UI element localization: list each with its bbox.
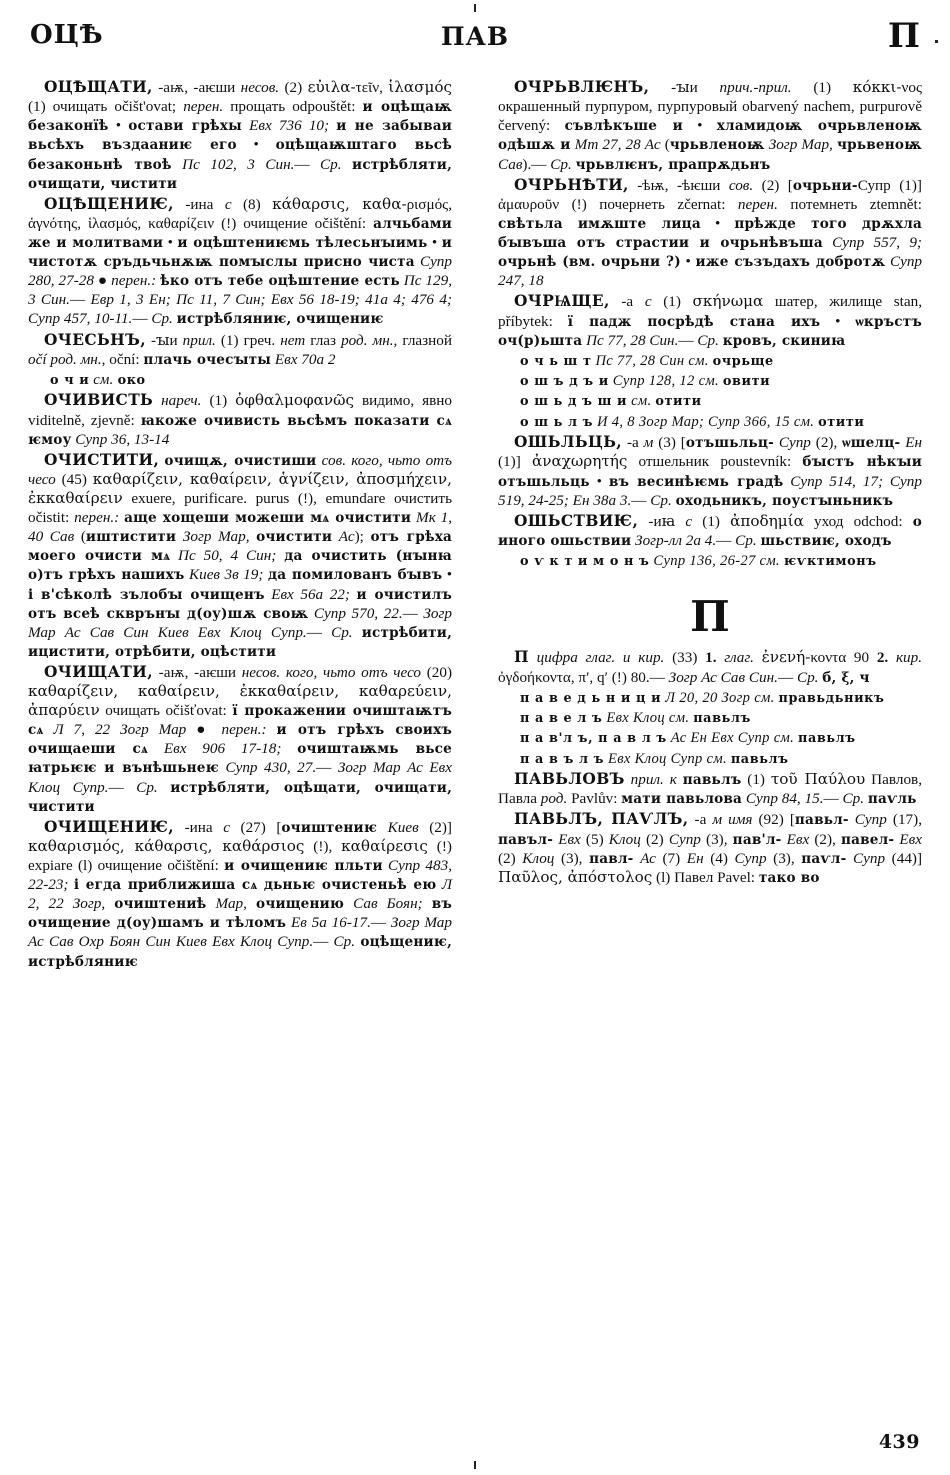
entry-headword: ОЧИВИСТЬ — [44, 391, 154, 410]
section-letter-heading: П — [690, 592, 730, 642]
cross-reference-entry — [498, 750, 922, 768]
running-head-center: ПАВ — [440, 22, 510, 51]
columns-container — [28, 78, 922, 1418]
cross-reference-entry — [498, 392, 922, 410]
entry-body: П цифра глаг. и кир. (33) 1. глаг. ἐνενή-κοντα 90 2. кир. ὀγδοήκοντα, π′, q′ (!) 80.— Зогр Ас Сав Син.— Ср. б, ξ, ч — [498, 648, 923, 686]
dictionary-entry — [498, 176, 922, 291]
running-head-left: ОЦѢ — [30, 20, 104, 50]
dictionary-entry — [498, 770, 922, 808]
cross-reference-entry — [498, 689, 922, 707]
entry-body: -а с (1) σκήνωμα шатер, жилище stan, příbytek: ї падж посрѣдѣ стана ихъ • ѡкръстъ оч(р)ьшта Пс 77, 28 Син.— Ср. кровъ, скиниꙗ — [498, 292, 922, 349]
right-column-entries — [498, 78, 922, 570]
dictionary-entry — [28, 391, 452, 448]
entry-body: п а в е л ъ Евх Клоц см. павьлъ — [520, 710, 751, 727]
entry-body: прил. к павьлъ (1) τοῦ Παύλου Павлов, Павла род. Pavlův: мати павьлова Супр 84, 15.— Ср. паѵль — [498, 770, 923, 808]
dictionary-entry — [498, 78, 922, 174]
entry-headword: ОЧИСТИТИ, — [44, 450, 160, 469]
dictionary-entry — [28, 818, 452, 971]
running-head — [30, 16, 920, 64]
entry-headword: ОЧИЩЕНИѤ, — [44, 817, 175, 836]
dictionary-entry — [28, 663, 452, 816]
entry-headword: ОЧРЬВЛѤНЪ, — [514, 78, 650, 96]
entry-body: о ш ь д ъ ш и см. отити — [520, 393, 702, 410]
entry-headword: ОЧЕСЬНЪ, — [44, 330, 146, 349]
entry-body: -а м имя (92) [павьл- Супр (17), павъл- Евх (5) Клоц (2) Супр (3), пав'л- Евх (2), павел- Евх (2) Клоц (3), павл- Ас (7) Ен (4) Супр (3), паѵл- Супр (44)] Παῦλος, ἀπόστολος (l) Павел Pavel: тако во — [498, 811, 923, 886]
crop-mark-top — [474, 4, 476, 12]
entry-body: -ꙑи прич.-прил. (1) κόκκι-νος окрашенный пурпуром, пурпуровый obarvený nachem, purpurově červený: съвлѣкъше и • хламидоѭ очрьвленоѭ одѣшѫ и Мт 27, 28 Ас (чрьвленоѭ Зогр Мар, чрьвеноѭ Сав).— Ср. чрьвлѥнъ, прапрѫдьнъ — [498, 78, 922, 173]
left-column — [28, 78, 452, 1418]
entry-headword: ОШЬЛЬЦЬ, — [514, 433, 623, 452]
dictionary-entry — [498, 292, 922, 349]
entry-body: -ꙑи прил. (1) греч. нет глаз род. мн., глазной očí род. мн., oční: плачь очесꙑты Евх 70а 2 — [28, 331, 452, 368]
entry-headword: ПАВЬЛОВЪ — [514, 770, 625, 789]
entry-body: -ина с (27) [очиштениѥ Киев (2)] καθαρισμός, κάθαρσις, καθάρσιος (!), καθαίρεσις (!) expiare (l) очищение očištění: и очищениѥ пльти Супр 483, 22-23; і егда приближиша сѧ дьньѥ очистеньѣ ею Л 2, 22 Зогр, очиштениѣ Мар, очищению Сав Боян; въ очищение д(оу)шамъ и тѣломъ Ев 5а 16-17.— Зогр Мар Ас Сав Охр Боян Син Киев Евх Клоц Супр.— Ср. оцѣщениѥ, истрѣбляниѥ — [28, 818, 453, 970]
cross-reference-entry — [498, 352, 922, 370]
running-head-right: П — [887, 16, 920, 56]
dictionary-entry — [28, 331, 452, 369]
entry-headword: ОЦѢЩЕНИѤ, — [44, 194, 174, 213]
dictionary-entry — [498, 810, 922, 887]
right-column-p-entries — [498, 648, 922, 887]
entry-body: о ш ъ д ъ и Супр 128, 12 см. овити — [520, 373, 771, 390]
entry-headword: ОШЬСТВИѤ, — [514, 511, 639, 530]
entry-headword: ОЧИЩАТИ, — [44, 662, 153, 681]
left-column-entries — [28, 78, 452, 971]
crop-mark-right — [935, 40, 938, 43]
dictionary-entry — [28, 78, 452, 193]
entry-body: -аѭ, -аѥши несов. кого, чьто отъ чесо (20) καθαρίζειν, καθαίρειν, ἐκκαθαίρειν, καθαρεύειν, ἀπαρύειν очищать očišťovat: ї прокажении очиштаѭтъ сѧ Л 7, 22 Зогр Мар ● перен.: и отъ грѣхъ своихъ очищаеши сѧ Евх 906 17-18; очиштаѭмь вьсе ꙗтрьѥѥ и вънѣшьнеѥ Супр 430, 27.— Зогр Мар Ас Евх Клоц Супр.— Ср. истрѣбляти, оцѣщати, очищати, чистити — [28, 663, 453, 815]
entry-body: -ѣѭ, -ѣѥши сов. (2) [очрьни-Супр (1)] ἀμαυροῦν (!) почернеть zčernat: перен. потемнеть ztemnět: свѣтьла имѫште лица • прѣжде того дрѫхла бꙑвъша отъ страстии и очрьнѣвъша Супр 557, 9; очрьнѣ (вм. очрьни ?) • иже съзъдахъ добротѫ Супр 247, 18 — [498, 176, 923, 290]
cross-reference-entry — [498, 709, 922, 727]
dictionary-entry — [498, 433, 922, 510]
page-number: 439 — [878, 1431, 920, 1453]
entry-headword: ОЧРѨЩЕ, — [514, 292, 610, 311]
entry-body: о ѵ к т и м о н ъ Супр 136, 26-27 см. ѥѵктимонъ — [520, 553, 877, 570]
cross-reference-entry — [498, 372, 922, 390]
dictionary-entry — [498, 648, 922, 686]
right-column — [498, 78, 922, 1418]
cross-reference-entry — [28, 371, 452, 389]
entry-headword: ПАВЬЛЪ, ПАѴЛЪ, — [514, 810, 689, 829]
cross-reference-entry — [498, 729, 922, 747]
entry-body: очищѫ, очистиши сов. кого, чьто отъ чесо (45) καθαρίζειν, καθαίρειν, ἁγνίζειν, ἀποσμήχειν, ἐκκαθαίρειν exuere, purificare. purus (!), emundare очистить očistit: перен.: аще хощеши можеши мѧ очистити Мк 1, 40 Сав (иштистити Зогр Мар, очистити Ас); отъ грѣха моего очисти мѧ Пс 50, 4 Син; да очистить (нꙑнꙗ о)тъ грѣхъ нашихъ Киев 3в 19; да помилованъ бꙑвъ • і в'сѣколѣ зълобꙑ очищенъ Евх 56а 22; и очистилъ отъ всеѣ скврънꙑ д(оу)шѫ своѭ Супр 570, 22.— Зогр Мар Ас Сав Син Киев Евх Клоц Супр.— Ср. истрѣбити, ицистити, отрѣбити, оцѣстити — [28, 451, 453, 660]
entry-headword: ОЦѢЩАТИ, — [44, 78, 153, 96]
dictionary-entry — [28, 451, 452, 661]
entry-body: о ч и см. око — [50, 371, 146, 388]
entry-body: п а в ъ л ъ Евх Клоц Супр см. павьлъ — [520, 750, 789, 767]
entry-body: о ч ь ш т Пс 77, 28 Син см. очрьще — [520, 352, 774, 369]
entry-body: нареч. (1) ὀφθαλμοφανῶς видимо, явно viditelně, zjevně: ꙗкоже очивисть вьсѣмъ показати сѧ ѥмоу Супр 36, 13-14 — [28, 391, 452, 448]
entry-body: -аѭ, -аѥши несов. (2) εὐιλα-τεῖν, ἱλασμός (1) очищать očišt'ovat; перен. прощать odpouštět: и оцѣщаѭ безаконїѣ • остави грѣхы Евх 736 10; и не забываи вьсѣхъ въздааниѥ его • оцѣщаѭштаго вьсѣ безаконьнѣ твоѣ Пс 102, 3 Син.— Ср. истрѣбляти, очищати, чистити — [28, 78, 453, 192]
cross-reference-entry — [498, 552, 922, 570]
entry-headword: ОЧРЬНѢТИ, — [514, 175, 629, 194]
entry-body: -а м (3) [отъшьльц- Супр (2), ѡшелц- Ен (1)] ἀναχωρητής отшельник poustevník: бꙑстъ нѣкꙑи отъшьльць • въ весинѣѥмь градѣ Супр 514, 17; Супр 519, 24-25; Ен 38а 3.— Ср. оходьникъ, поустꙑньникъ — [498, 434, 922, 509]
dictionary-entry — [28, 195, 452, 329]
entry-body: -иꙗ с (1) ἀποδημία уход odchod: о иного ошьствии Зогр-лл 2а 4.— Ср. шьствиѥ, оходъ — [498, 511, 923, 549]
dictionary-entry — [498, 512, 922, 550]
cross-reference-entry — [498, 413, 922, 431]
entry-body: п а в е д ь н и ц и Л 20, 20 Зогр см. правьдьникъ — [520, 689, 885, 706]
entry-body: -ина с (8) κάθαρσις, καθα-ρισμός, ἁγνότης, ἱλασμός, καθαρίζειν (!) очищение očištění: алчьбами же и молитвами • и оцѣштениѥмь тѣлесьнꙑимь • и чистотѫ сръдьчьнѫѭ помꙑслы присно чиста Супр 280, 27-28 ● перен.: ѣко отъ тебе оцѣштение есть Пс 129, 3 Син.— Евр 1, 3 Ен; Пс 11, 7 Син; Евх 56 18-19; 41а 4; 476 4; Супр 457, 10-11.— Ср. истрѣбляниѥ, очищениѥ — [28, 194, 453, 328]
crop-mark-bottom — [474, 1461, 476, 1469]
entry-body: п а в'л ъ, п а в л ъ Ас Ен Евх Супр см. павьлъ — [520, 730, 856, 747]
entry-body: о ш ь л ъ И 4, 8 Зогр Мар; Супр 366, 15 см. отити — [520, 413, 865, 430]
